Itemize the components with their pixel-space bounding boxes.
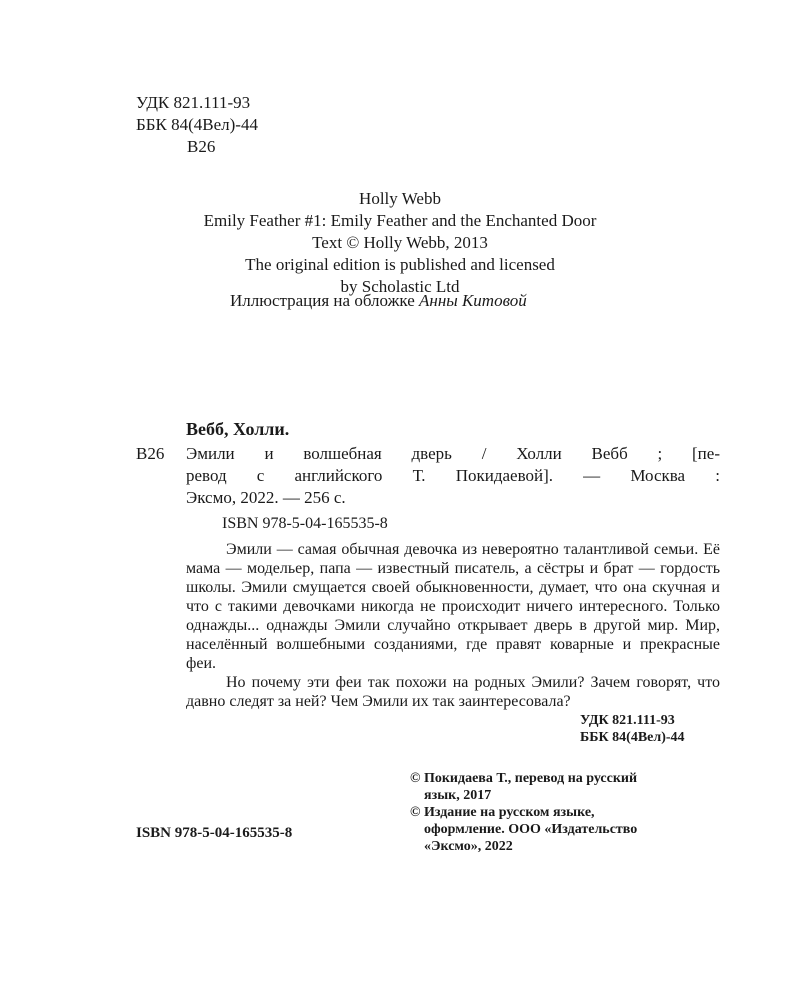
udk-code: УДК 821.111-93 [136,93,251,112]
credit-author: Holly Webb [359,189,441,208]
catalog-mark: В26 [136,444,165,463]
illustration-prefix: Иллюстрация на обложке [230,291,419,310]
annotation-paragraph-1: Эмили — самая обычная девочка из невероятно талантливой семьи. Её мама — модельер, папа — известный писатель, а сёстры и брат — гордость школы. Эмили смущается своей обыкновенности, думает, что она скучная и что с такими девочками никогда не происходит ничего интересного. Только однажды... однажды Эмили случайно открывает дверь в другой мир. Мир, населённый волшебными созданиями, где правят коварные и прекрасные феи. [186,541,720,672]
illustration-artist: Анны Китовой [419,291,527,310]
header-codes [136,92,258,158]
original-credits [130,188,670,298]
author-mark: В26 [187,137,216,156]
copyright-block [410,770,637,855]
footer-bbk-code: ББК 84(4Вел)-44 [580,730,685,745]
credit-license-line1: The original edition is published and licensed [245,255,555,274]
copyright-line-2: язык, 2017 [424,788,492,803]
bbk-code: ББК 84(4Вел)-44 [136,115,258,134]
copyright-line-3: © Издание на русском языке, [410,805,595,820]
copyright-line-5: «Эксмо», 2022 [424,839,513,854]
credit-license-line2: by Scholastic Ltd [340,277,460,296]
credit-title: Emily Feather #1: Emily Feather and the Enchanted Door [203,211,597,230]
annotation-paragraph-2: Но почему эти феи так похожи на родных Эмили? Зачем говорят, что давно следят за ней? Чем Эмили их так заинтересовала? [186,674,720,710]
catalog-line3: Эксмо, 2022. — 256 с. [186,488,346,507]
catalog-isbn: ISBN 978-5-04-165535-8 [222,515,388,532]
catalog-line1: Эмили и волшебная дверь / Холли Вебб ; [пе- [186,444,720,463]
catalog-entry [186,443,720,509]
annotation [186,540,720,711]
catalog-author-heading: Вебб, Холли. [186,419,290,439]
credit-text-copyright: Text © Holly Webb, 2013 [312,233,488,252]
illustration-credit [230,290,527,312]
footer-udk-code: УДК 821.111-93 [580,713,675,728]
catalog-line2: ревод с английского Т. Покидаевой]. — Москва : [186,466,720,485]
copyright-line-1: © Покидаева Т., перевод на русский [410,771,638,786]
footer-codes [580,712,685,746]
copyright-line-4: оформление. ООО «Издательство [424,822,638,837]
bottom-isbn: ISBN 978-5-04-165535-8 [136,825,293,841]
